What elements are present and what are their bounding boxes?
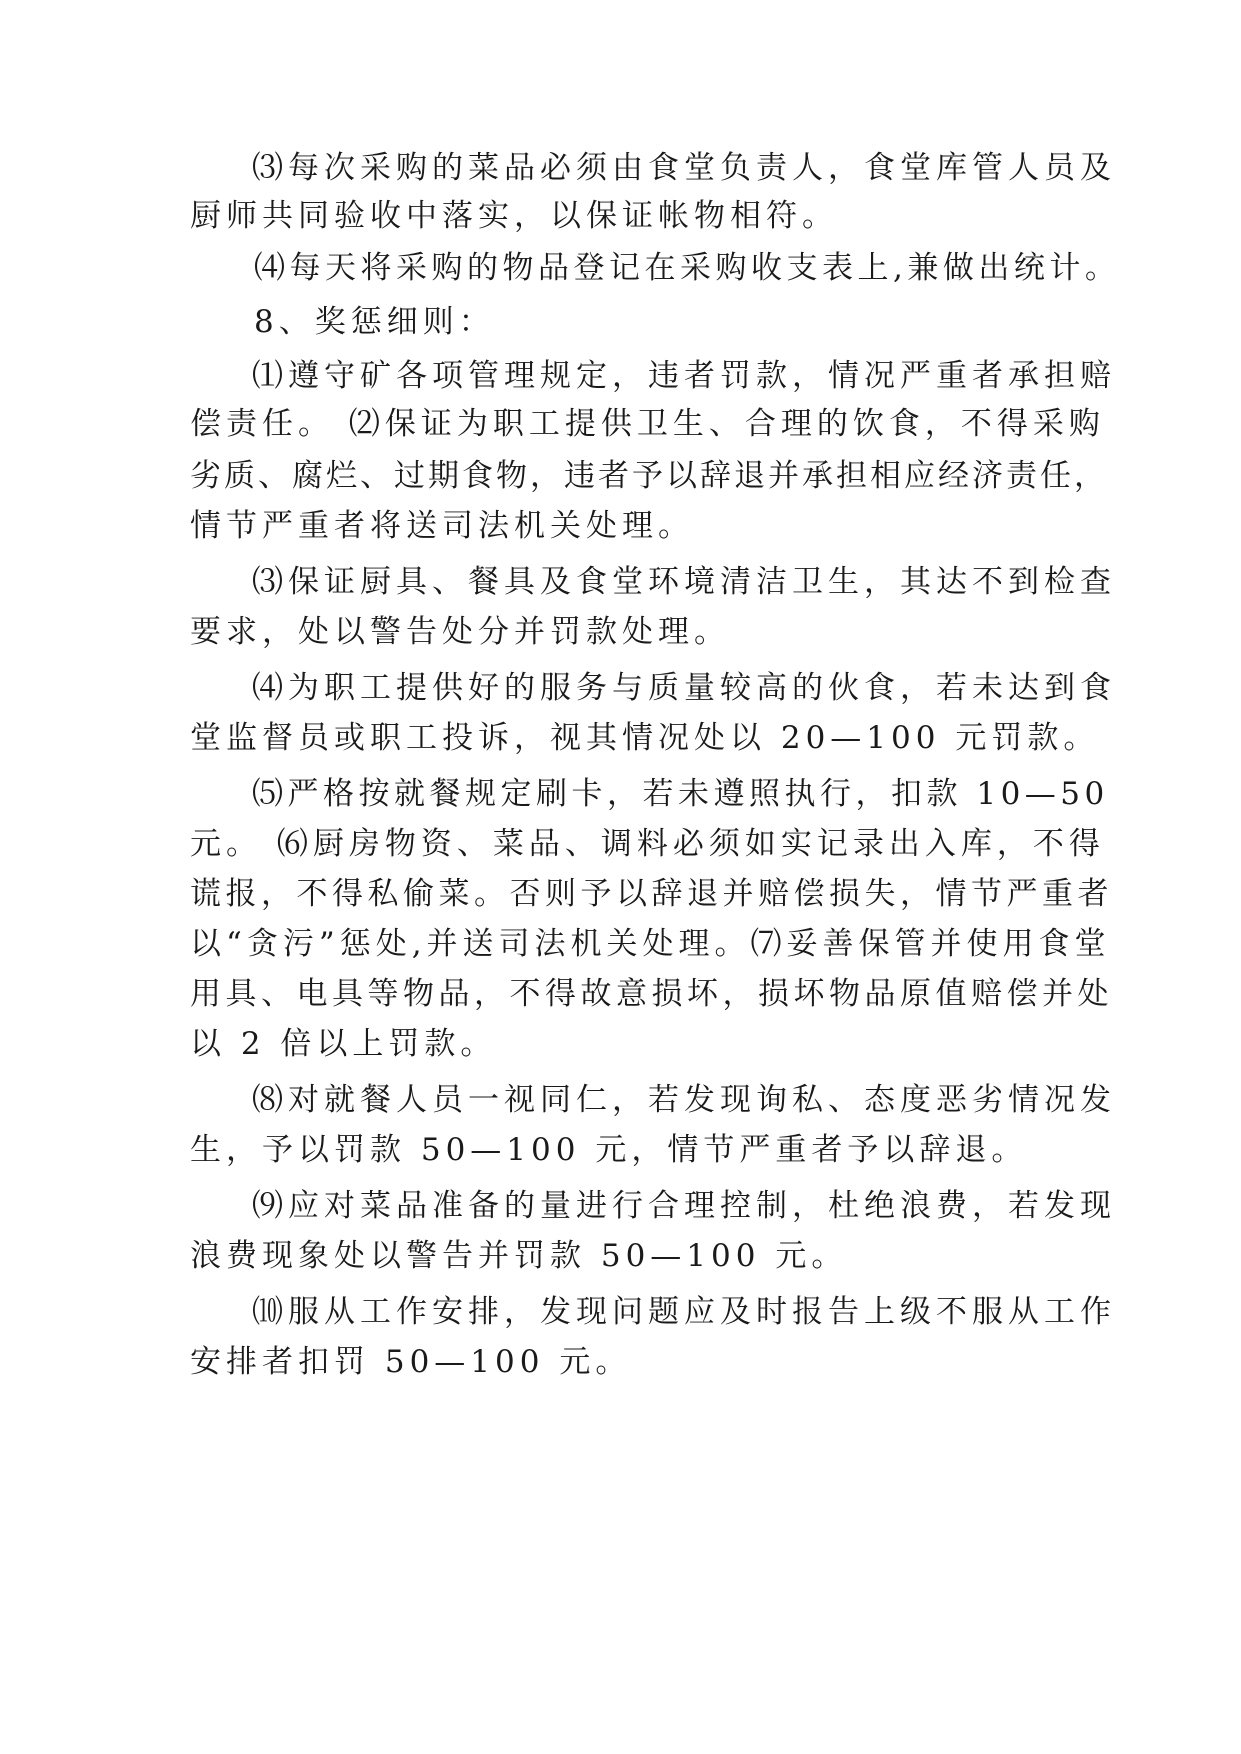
text-line: ⑴遵守矿各项管理规定，违者罚款，情况严重者承担赔 [252,358,1116,394]
text-line: 8、奖惩细则： [254,304,495,340]
text-line: 用具、电具等物品，不得故意损坏，损坏物品原值赔偿并处 [190,976,1113,1012]
text-line: 元。 ⑹厨房物资、菜品、调料必须如实记录出入库，不得 [190,826,1105,862]
text-line: ⑽服从工作安排，发现问题应及时报告上级不服从工作 [252,1294,1116,1330]
text-line: 厨师共同验收中落实，以保证帐物相符。 [190,198,838,234]
text-line: 要求，处以警告处分并罚款处理。 [190,614,730,650]
text-line: 以“贪污”惩处,并送司法机关处理。⑺妥善保管并使用食堂 [190,926,1111,962]
text-line: 以 2 倍以上罚款。 [190,1026,497,1062]
text-line: ⑶每次采购的菜品必须由食堂负责人，食堂库管人员及 [252,150,1116,186]
text-line: ⑼应对菜品准备的量进行合理控制，杜绝浪费，若发现 [252,1188,1116,1224]
text-line: 谎报，不得私偷菜。否则予以辞退并赔偿损失，情节严重者 [190,876,1113,912]
text-line: 生，予以罚款 50—100 元，情节严重者予以辞退。 [190,1132,1028,1168]
text-line: 安排者扣罚 50—100 元。 [190,1344,632,1380]
text-line: 堂监督员或职工投诉，视其情况处以 20—100 元罚款。 [190,720,1100,756]
text-line: ⑷每天将采购的物品登记在采购收支表上,兼做出统计。 [254,250,1121,286]
text-line: ⑶保证厨具、餐具及食堂环境清洁卫生，其达不到检查 [252,564,1116,600]
text-line: ⑻对就餐人员一视同仁，若发现询私、态度恶劣情况发 [252,1082,1116,1118]
text-line: 浪费现象处以警告并罚款 50—100 元。 [190,1238,848,1274]
text-line: 偿责任。 ⑵保证为职工提供卫生、合理的饮食，不得采购 [190,406,1105,442]
text-line: 劣质、腐烂、过期食物，违者予以辞退并承担相应经济责任， [190,458,1108,494]
text-line: ⑷为职工提供好的服务与质量较高的伙食，若未达到食 [252,670,1116,706]
text-line: ⑸严格按就餐规定刷卡，若未遵照执行，扣款 10—50 [252,776,1109,812]
text-line: 情节严重者将送司法机关处理。 [190,508,694,544]
